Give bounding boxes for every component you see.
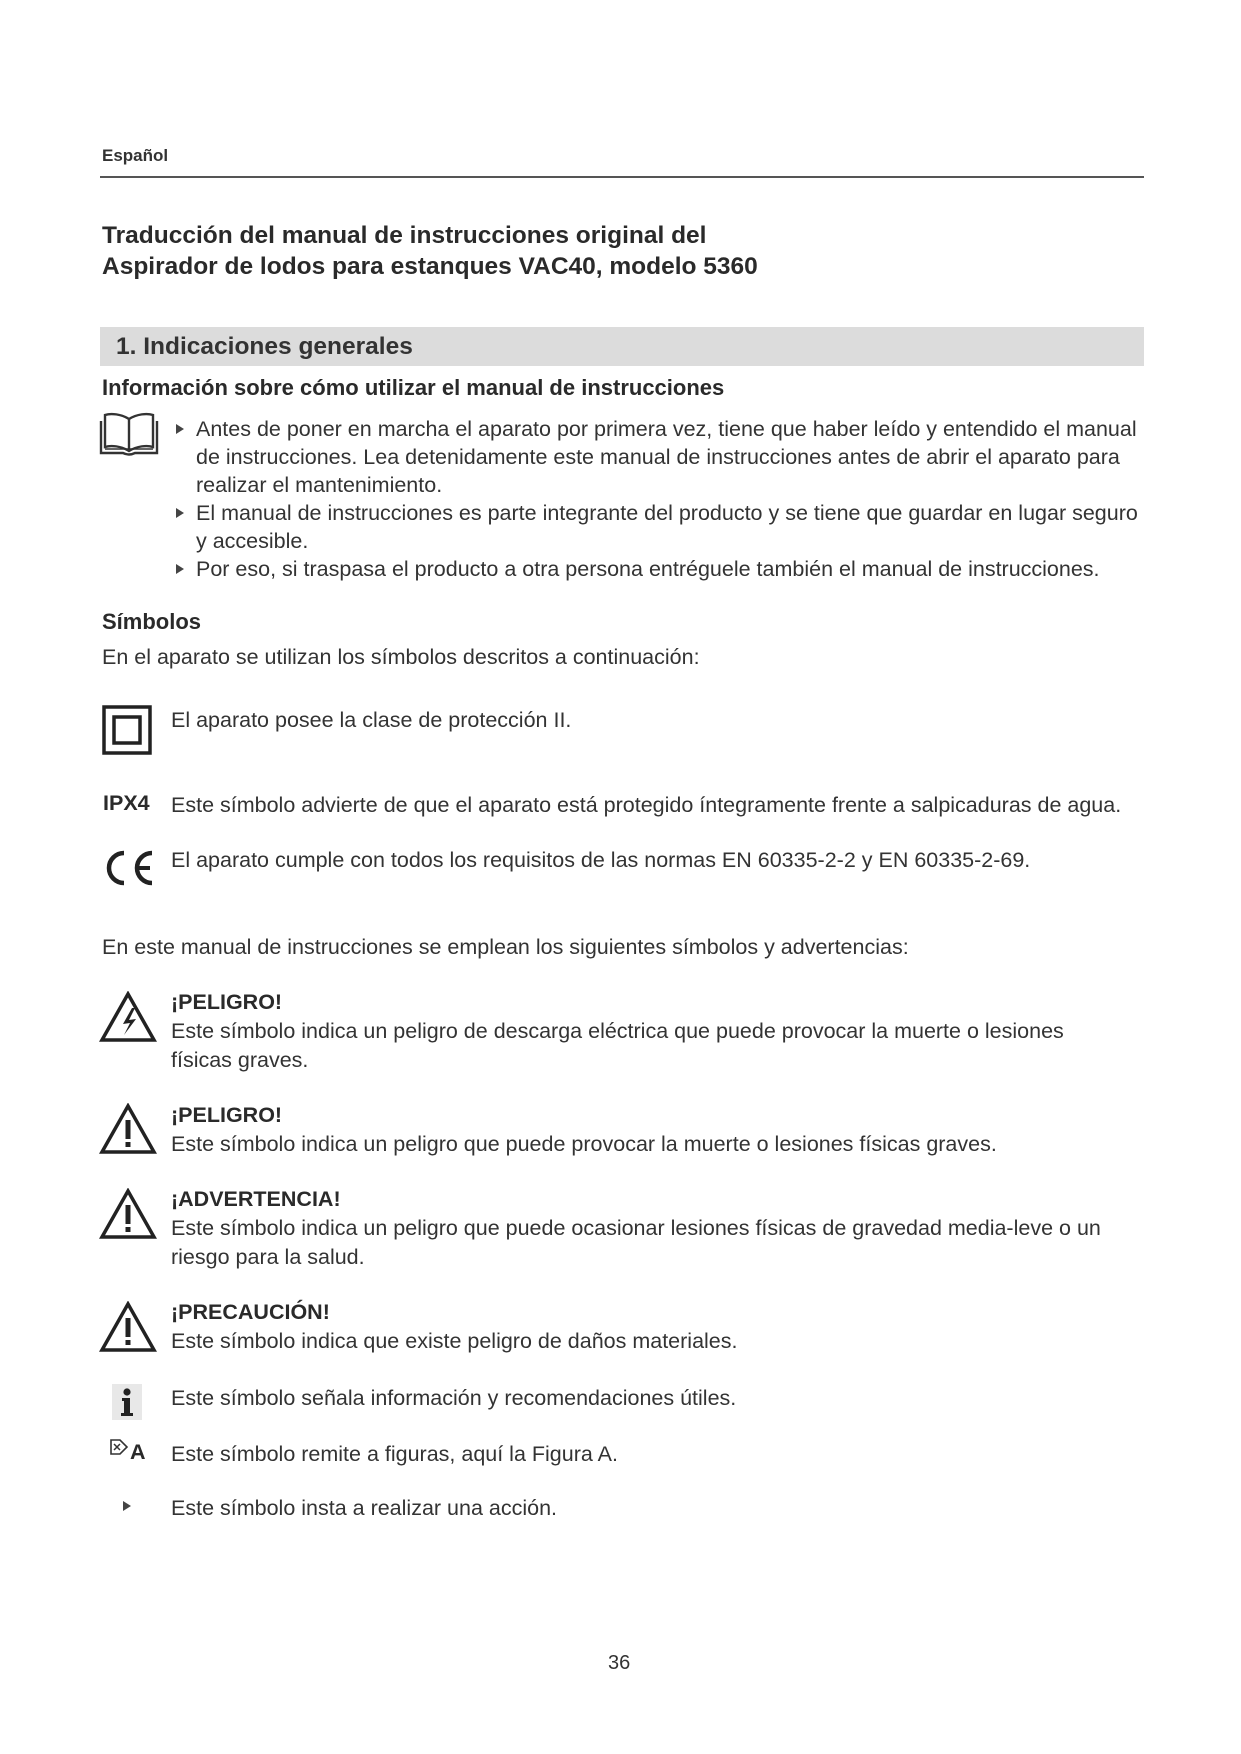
ipx4-text: Este símbolo advierte de que el aparato está protegido íntegramente frente a salpicaduras de agua. [171,793,1122,817]
warning-text: Este símbolo indica que existe peligro de daños materiales. [171,1329,738,1353]
header-divider [100,176,1144,178]
list-item: Por eso, si traspasa el producto a otra persona entréguele también el manual de instrucciones. [175,555,1145,583]
warning-advertencia [171,1185,1131,1272]
protection-class-text: El aparato posee la clase de protección II. [171,708,572,732]
warning-precaucion [171,1298,1131,1356]
figure-reference-label: A [130,1440,146,1464]
figure-reference-text: Este símbolo remite a figuras, aquí la Figura A. [171,1442,618,1466]
warning-title: ¡PELIGRO! [171,990,283,1014]
document-language: Español [102,146,169,165]
warning-triangle-icon [99,1301,157,1358]
manual-info-heading: Información sobre cómo utilizar el manual de instrucciones [102,375,725,400]
warning-title: ¡ADVERTENCIA! [171,1187,341,1211]
document-title-line-1: Traducción del manual de instrucciones original del [102,222,707,249]
warning-triangle-icon [99,1188,157,1245]
page-number: 36 [608,1652,631,1674]
action-arrow-icon [123,1501,131,1511]
ipx4-label: IPX4 [103,791,150,815]
warning-danger-electric [171,988,1131,1075]
symbols-intro: En el aparato se utilizan los símbolos descritos a continuación: [102,645,700,669]
electric-hazard-icon [99,991,157,1048]
warnings-intro: En este manual de instrucciones se emplean los siguientes símbolos y advertencias: [102,935,909,959]
document-title-line-2: Aspirador de lodos para estanques VAC40, modelo 5360 [102,253,758,280]
info-icon [112,1384,142,1425]
section-heading: 1. Indicaciones generales [116,333,413,360]
open-book-icon [99,411,159,462]
action-text: Este símbolo insta a realizar una acción. [171,1496,558,1520]
warning-text: Este símbolo indica un peligro que puede ocasionar lesiones físicas de gravedad media-leve o un riesgo para la salud. [171,1216,1101,1269]
document-title [102,220,758,282]
protection-class-ii-icon [102,705,152,760]
ce-mark-icon [102,850,156,891]
warning-text: Este símbolo indica un peligro que puede provocar la muerte o lesiones físicas graves. [171,1132,997,1156]
list-item: El manual de instrucciones es parte integrante del producto y se tiene que guardar en lugar seguro y accesible. [175,499,1141,555]
warning-triangle-icon [99,1103,157,1160]
warning-title: ¡PELIGRO! [171,1103,283,1127]
list-item: Antes de poner en marcha el aparato por primera vez, tiene que haber leído y entendido el manual de instrucciones. Lea detenidamente este manual de instrucciones antes de abrir el aparato para realizar el mantenimiento. [175,415,1145,499]
warning-text: Este símbolo indica un peligro de descarga eléctrica que puede provocar la muerte o lesiones físicas graves. [171,1019,1064,1072]
section-heading-bar [100,327,1144,366]
symbols-heading: Símbolos [102,609,202,634]
warning-danger [171,1101,1131,1159]
manual-info-list [175,415,1145,583]
figure-reference-icon [109,1438,129,1461]
info-text: Este símbolo señala información y recomendaciones útiles. [171,1386,737,1410]
ce-mark-text: El aparato cumple con todos los requisitos de las normas EN 60335-2-2 y EN 60335-2-69. [171,848,1031,872]
warning-title: ¡PRECAUCIÓN! [171,1300,330,1324]
